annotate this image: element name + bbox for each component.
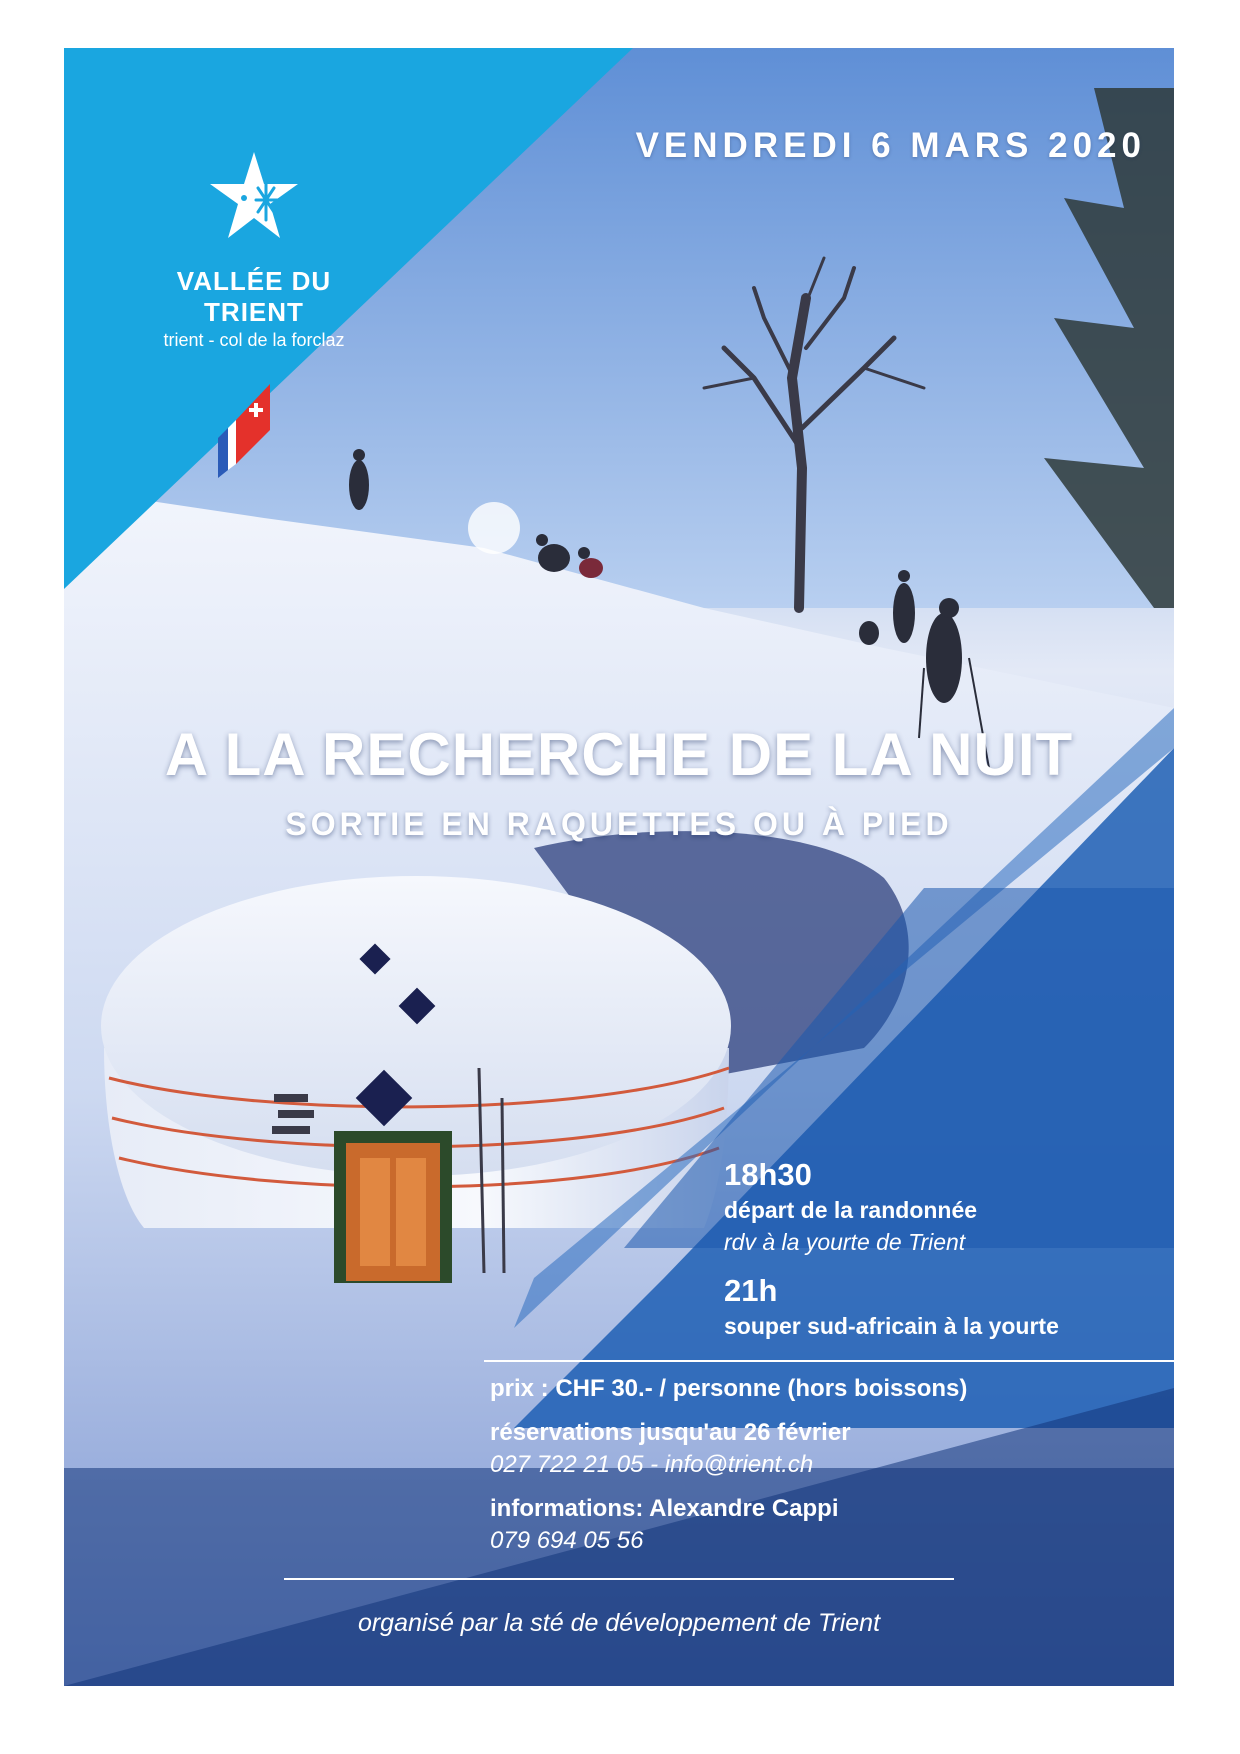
schedule-time: 21h <box>724 1273 778 1308</box>
reservations-contact: 027 722 21 05 - info@trient.ch <box>490 1451 814 1478</box>
event-title: A LA RECHERCHE DE LA NUIT <box>164 721 1074 788</box>
reservations-label: réservations jusqu'au 26 février <box>490 1419 851 1446</box>
divider <box>284 1578 954 1580</box>
schedule-description: départ de la randonnée <box>724 1197 978 1223</box>
divider <box>484 1360 1174 1362</box>
contact-label: informations: Alexandre Cappi <box>490 1495 839 1522</box>
schedule-time: 18h30 <box>724 1157 812 1192</box>
swiss-flag-icon <box>236 384 270 464</box>
snowflake-star-icon <box>206 150 302 246</box>
event-subtitle: SORTIE EN RAQUETTES OU À PIED <box>285 806 953 842</box>
vallee-du-trient-logo <box>124 150 384 351</box>
organizer-footer: organisé par la sté de développement de Trient <box>357 1609 881 1637</box>
event-date: VENDREDI 6 MARS 2020 <box>635 126 1146 165</box>
flags-badge <box>214 378 274 478</box>
schedule-note: rdv à la yourte de Trient <box>724 1229 966 1255</box>
brand-subtitle: trient - col de la forclaz <box>163 330 345 350</box>
price-text: prix : CHF 30.- / personne (hors boissons) <box>490 1375 968 1402</box>
brand-name: VALLÉE DU TRIENT <box>176 266 332 327</box>
event-poster <box>64 48 1174 1686</box>
french-flag-icon <box>218 428 228 478</box>
info-block <box>490 1373 967 1557</box>
contact-phone: 079 694 05 56 <box>490 1527 644 1554</box>
schedule-description: souper sud-africain à la yourte <box>724 1313 1059 1339</box>
schedule-block <box>724 1156 1059 1342</box>
